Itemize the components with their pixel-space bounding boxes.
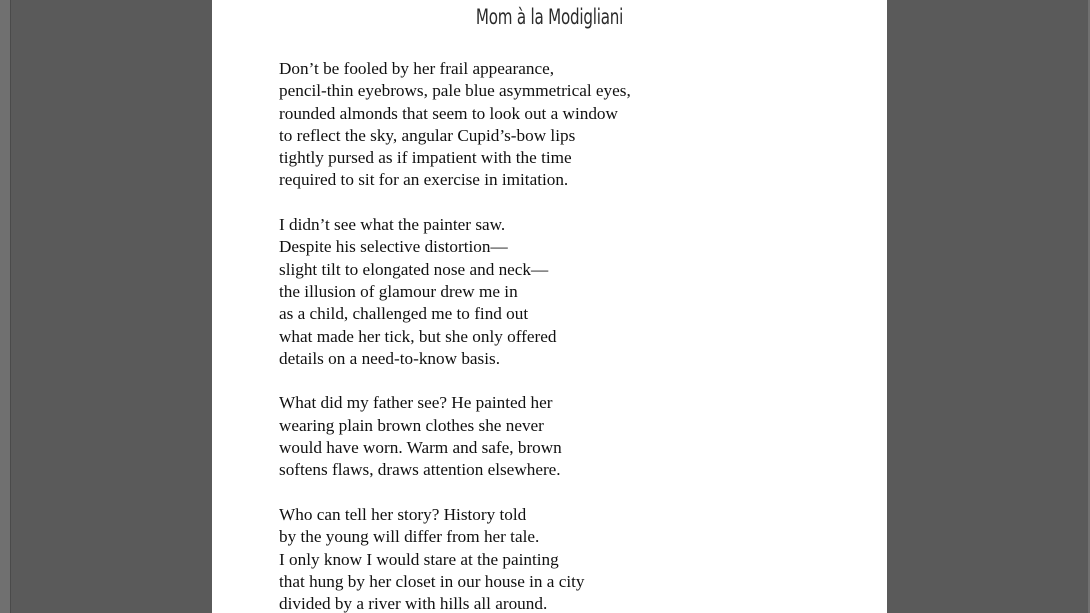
document-page <box>212 0 887 613</box>
poem-line: tightly pursed as if impatient with the time <box>279 148 572 168</box>
poem-line: wearing plain brown clothes she never <box>279 415 544 435</box>
poem-line: What did my father see? He painted her <box>279 393 553 413</box>
poem-line: Who can tell her story? History told <box>279 504 527 524</box>
stanza-1 <box>279 58 839 192</box>
stanza-4 <box>279 504 839 613</box>
poem-line: I didn’t see what the painter saw. <box>279 215 506 235</box>
stanza-2 <box>279 214 839 370</box>
poem-line: what made her tick, but she only offered <box>279 326 557 346</box>
poem-line: rounded almonds that seem to look out a window <box>279 103 618 123</box>
poem-line: that hung by her closet in our house in a city <box>279 571 585 591</box>
poem-line: the illusion of glamour drew me in <box>279 281 518 301</box>
poem-line: divided by a river with hills all around. <box>279 594 548 613</box>
poem-line: as a child, challenged me to find out <box>279 304 529 324</box>
poem-line: details on a need-to-know basis. <box>279 348 500 368</box>
poem-line: Despite his selective distortion— <box>279 237 508 257</box>
poem-line: to reflect the sky, angular Cupid’s-bow lips <box>279 125 576 145</box>
poem-line: softens flaws, draws attention elsewhere. <box>279 460 561 480</box>
poem-line: would have worn. Warm and safe, brown <box>279 438 562 458</box>
viewer-left-edge <box>0 0 11 613</box>
poem-line: pencil-thin eyebrows, pale blue asymmetrical eyes, <box>279 81 631 101</box>
poem-body <box>279 58 839 613</box>
poem-title: Mom à la Modigliani <box>475 5 624 29</box>
poem-line: required to sit for an exercise in imitation. <box>279 170 569 190</box>
poem-line: Don’t be fooled by her frail appearance, <box>279 59 555 78</box>
poem-line: I only know I would stare at the painting <box>279 549 559 569</box>
poem-line: slight tilt to elongated nose and neck— <box>279 259 549 279</box>
poem-line: by the young will differ from her tale. <box>279 527 540 547</box>
stanza-3 <box>279 392 839 481</box>
